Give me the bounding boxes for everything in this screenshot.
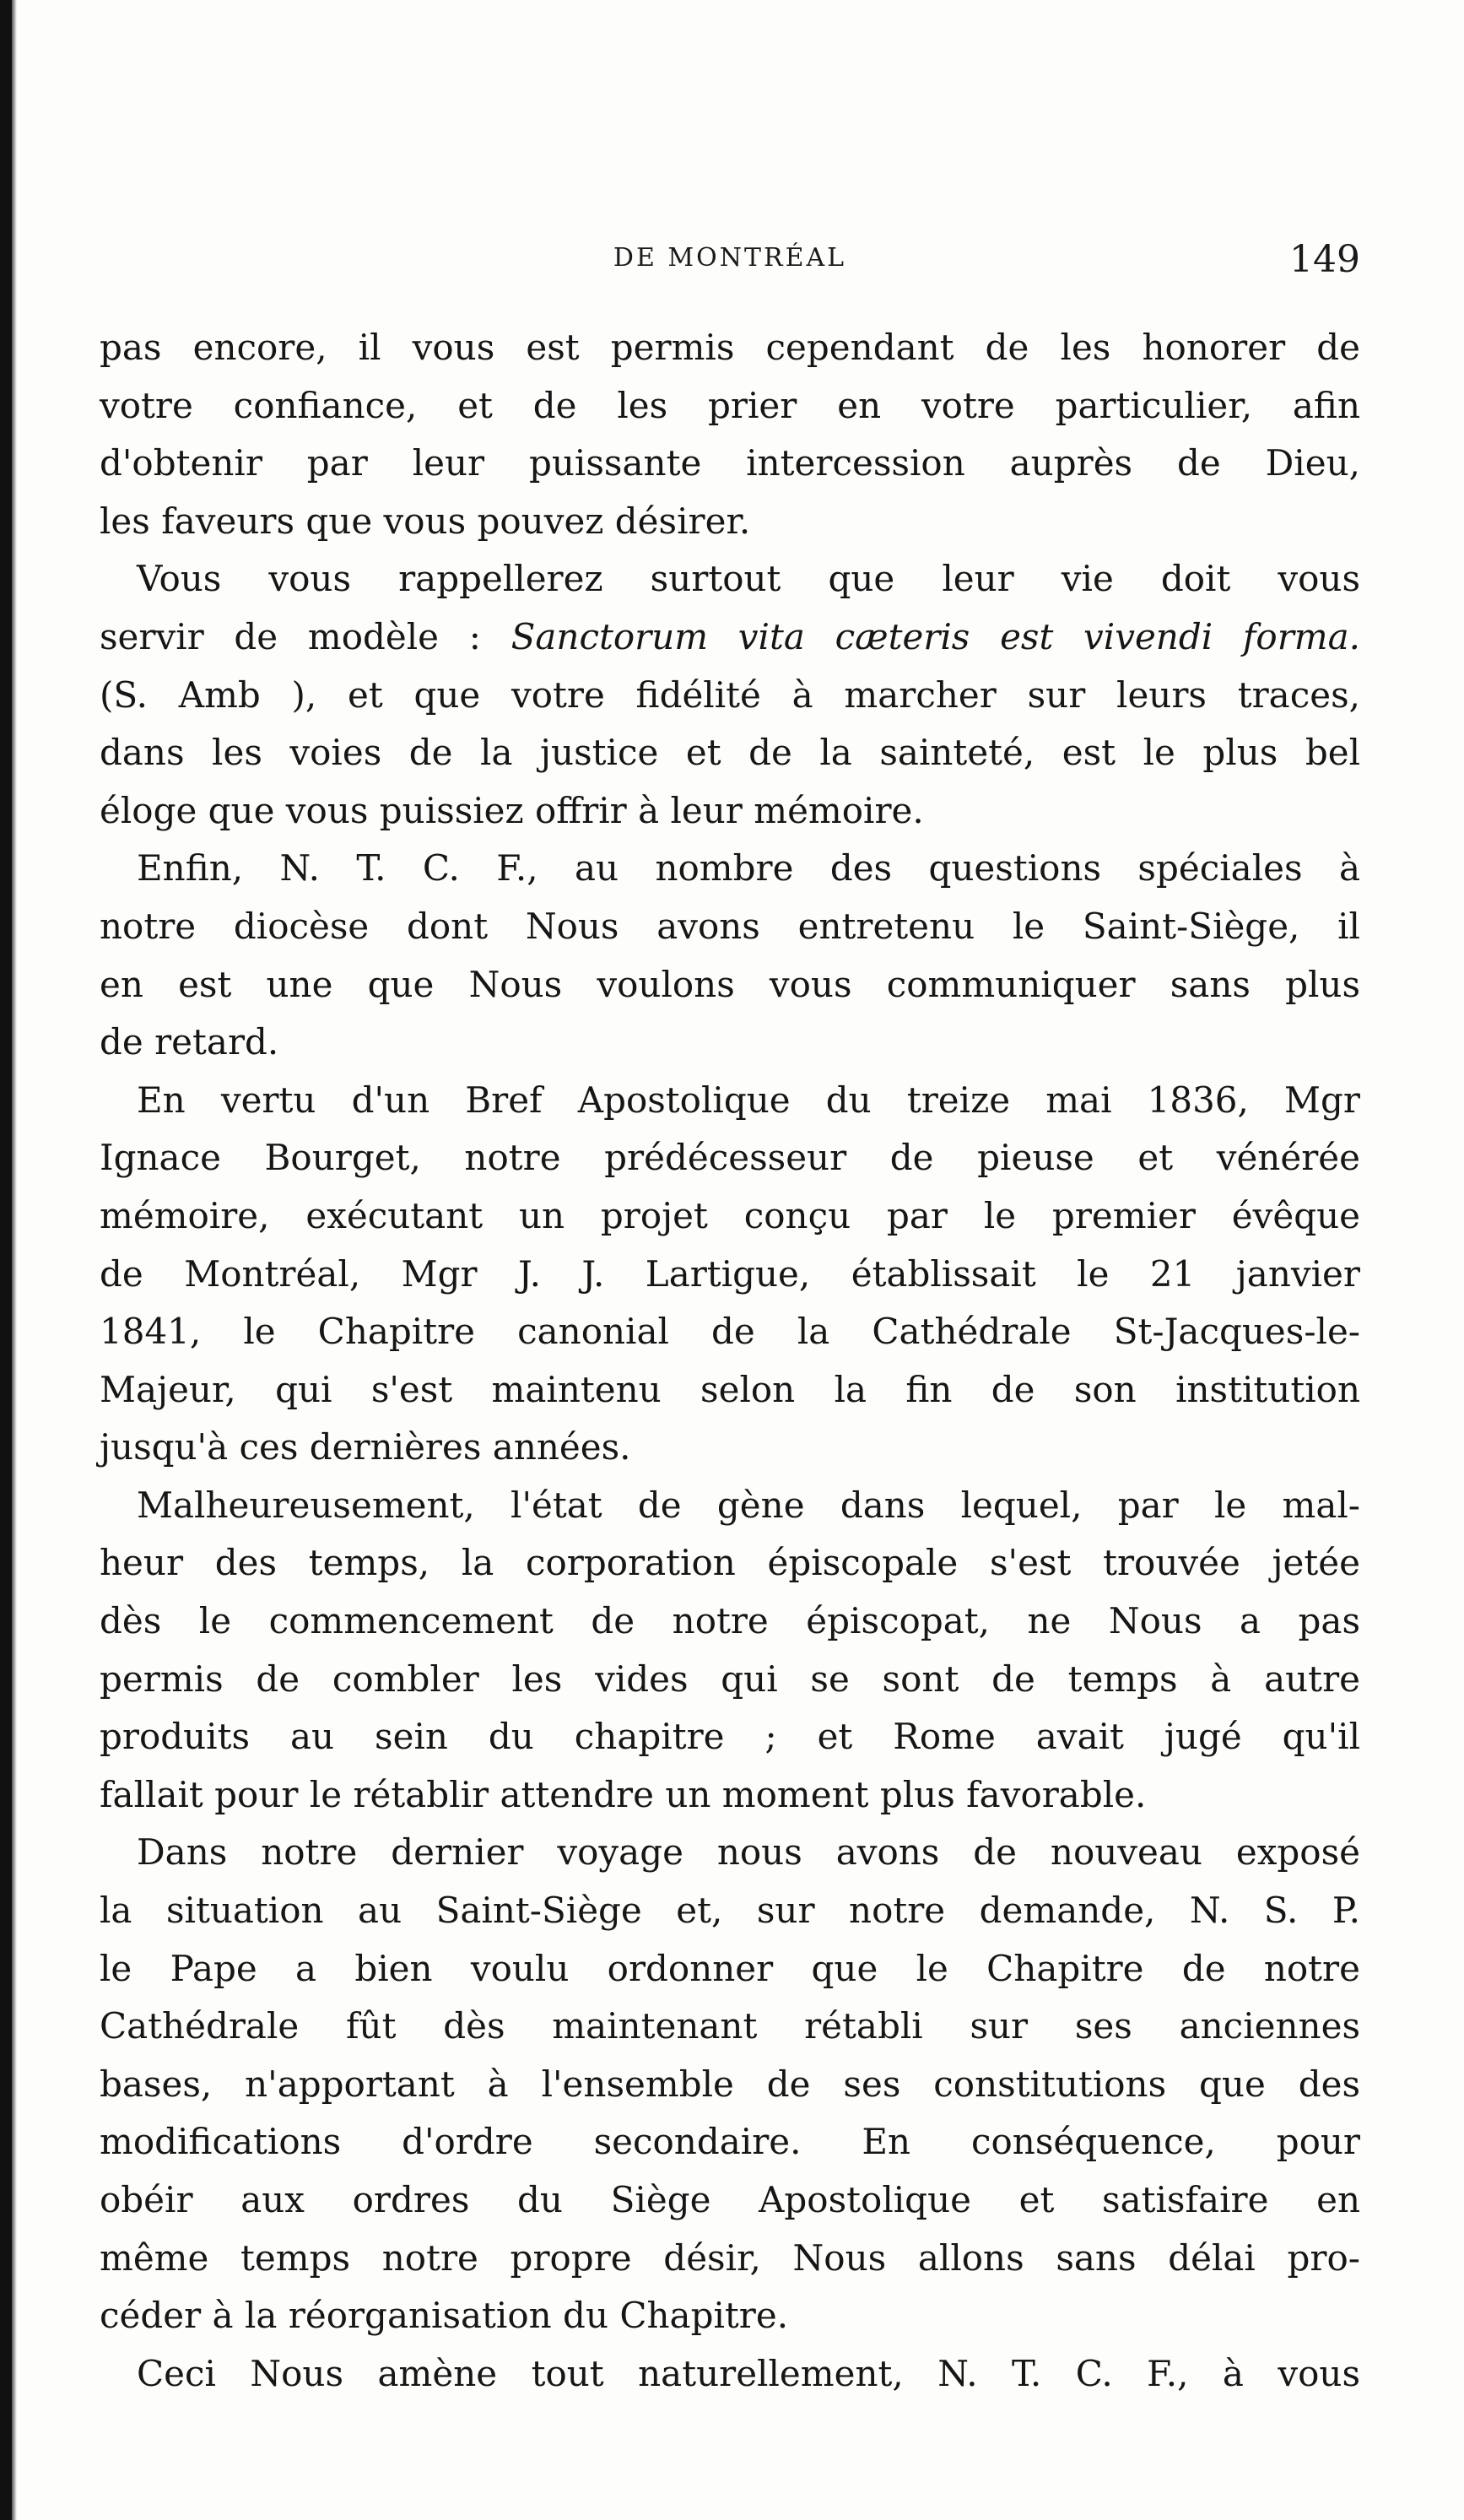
text-line: En vertu d'un Bref Apostolique du treize mai 1836, Mgr [137, 1079, 1360, 1121]
text-line: les faveurs que vous pouvez désirer. [100, 500, 751, 542]
text-body [100, 319, 1360, 2403]
text-line: le Pape a bien voulu ordonner que le Chapitre de notre [100, 1947, 1360, 1989]
text-line: pas encore, il vous est permis cependant de les honorer de [100, 327, 1360, 368]
text-line: jusqu'à ces dernières années. [100, 1426, 631, 1468]
text-line: Dans notre dernier voyage nous avons de nouveau exposé [137, 1831, 1360, 1874]
text-line: éloge que vous puissiez offrir à leur mémoire. [100, 789, 924, 831]
text-line: produits au sein du chapitre ; et Rome avait jugé qu'il [100, 1716, 1360, 1758]
text-line: 1841, le Chapitre canonial de la Cathédrale St-Jacques-le- [100, 1311, 1360, 1353]
paragraph-7 [100, 2345, 1360, 2404]
text-line: Ignace Bourget, notre prédécesseur de pieuse et vénérée [100, 1137, 1360, 1179]
text-line: la situation au Saint-Siège et, sur notre demande, N. S. P. [100, 1890, 1360, 1932]
paragraph-5 [100, 1477, 1360, 1825]
text-line: obéir aux ordres du Siège Apostolique et satisfaire en [100, 2179, 1360, 2220]
text-line: notre diocèse dont Nous avons entretenu le Saint-Siège, il [100, 905, 1360, 947]
running-title: DE MONTRÉAL [613, 243, 847, 273]
binding-shadow [12, 0, 17, 2520]
text-segment: servir de modèle : [100, 615, 511, 657]
text-line: permis de combler les vides qui se sont de temps à autre [100, 1657, 1360, 1700]
text-line: mémoire, exécutant un projet conçu par le premier évêque [100, 1194, 1360, 1236]
text-line: d'obtenir par leur puissante intercession auprès de Dieu, [100, 442, 1360, 484]
paragraph-2 [100, 550, 1360, 840]
text-line: modifications d'ordre secondaire. En conséquence, pour [100, 2121, 1360, 2163]
paragraph-6 [100, 1824, 1360, 2344]
text-line: dès le commencement de notre épiscopat, ne Nous a pas [100, 1600, 1360, 1642]
text-line: Vous vous rappellerez surtout que leur vie doit vous [137, 558, 1360, 600]
paragraph-3 [100, 840, 1360, 1071]
text-line: Ceci Nous amène tout naturellement, N. T. C. F., à vous [137, 2352, 1360, 2394]
text-line: Cathédrale fût dès maintenant rétabli sur ses anciennes [100, 2005, 1360, 2047]
text-line: Malheureusement, l'état de gène dans lequel, par le mal- [137, 1484, 1360, 1526]
text-line: votre confiance, et de les prier en votre particulier, afin [100, 384, 1360, 426]
text-line: (S. Amb ), et que votre fidélité à marcher sur leurs traces, [100, 673, 1360, 716]
latin-quote: Sanctorum vita cæteris est vivendi forma. [511, 615, 1360, 657]
text-line: bases, n'apportant à l'ensemble de ses constitutions que des [100, 2063, 1360, 2105]
text-line: même temps notre propre désir, Nous allons sans délai pro- [100, 2236, 1360, 2279]
text-line: Majeur, qui s'est maintenu selon la fin de son institution [100, 1368, 1360, 1410]
text-line: céder à la réorganisation du Chapitre. [100, 2295, 789, 2337]
text-line-with-quote [100, 608, 1360, 667]
text-line: en est une que Nous voulons vous communiquer sans plus [100, 963, 1360, 1005]
text-line: dans les voies de la justice et de la sainteté, est le plus bel [100, 732, 1360, 774]
running-head [100, 238, 1360, 280]
text-line: Enfin, N. T. C. F., au nombre des questions spéciales à [137, 847, 1360, 890]
text-line: heur des temps, la corporation épiscopale s'est trouvée jetée [100, 1542, 1360, 1584]
paragraph-1 [100, 319, 1360, 550]
text-line: de retard. [100, 1021, 279, 1063]
paragraph-4 [100, 1072, 1360, 1477]
text-line: fallait pour le rétablir attendre un moment plus favorable. [100, 1773, 1147, 1815]
page-number: 149 [1289, 238, 1360, 281]
binding-edge [0, 0, 12, 2520]
text-line: de Montréal, Mgr J. J. Lartigue, établissait le 21 janvier [100, 1252, 1360, 1295]
